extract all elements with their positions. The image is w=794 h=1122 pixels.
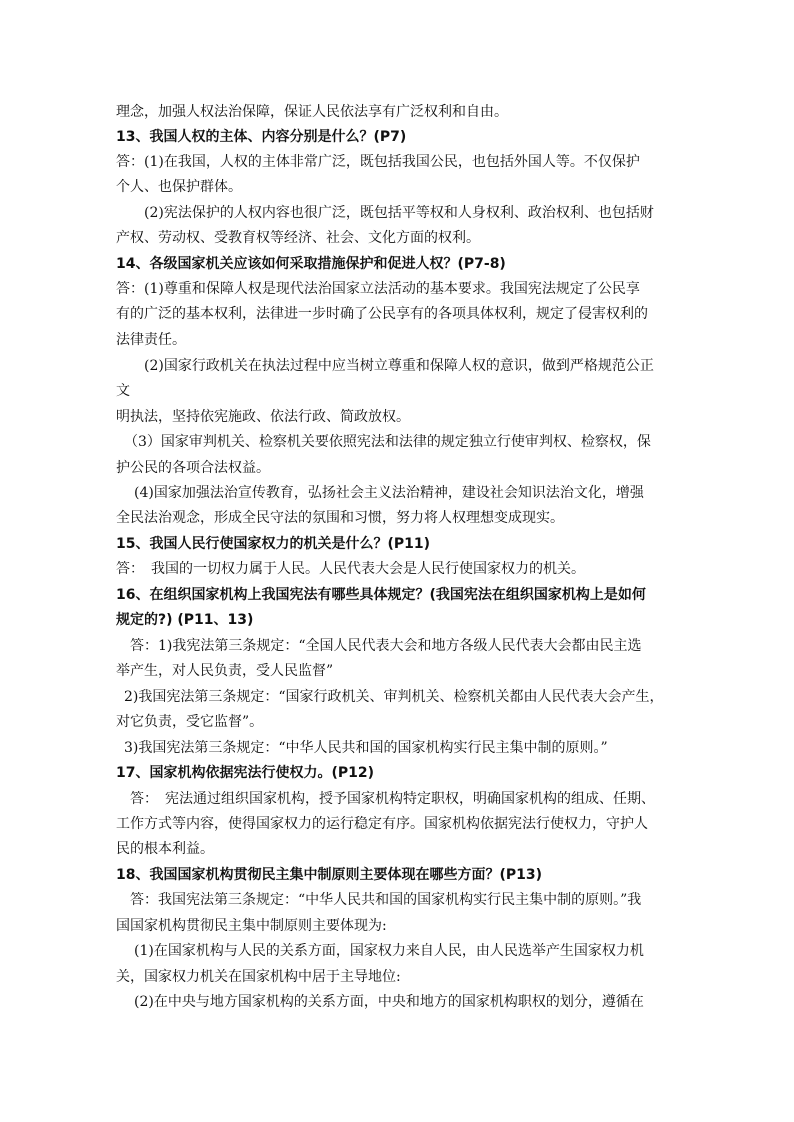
text-line: 个人、也保护群体。 [116, 179, 242, 195]
text-line: 工作方式等内容，使得国家权力的运行稳定有序。国家机构依据宪法行使权力，守护人 [116, 816, 648, 832]
question-heading: 18、我国国家机构贯彻民主集中制原则主要体现在哪些方面？(P13) [116, 867, 543, 883]
text-line: 答：(1)在我国，人权的主体非常广泛，既包括我国公民，也包括外国人等。不仅保护 [116, 154, 640, 170]
text-line: 答：1)我宪法第三条规定：“全国人民代表大会和地方各级人民代表大会都由民主选 [130, 638, 642, 654]
question-heading: 17、国家机构依据宪法行使权力。(P12) [116, 765, 375, 781]
text-line: (2)国家行政机关在执法过程中应当树立尊重和保障人权的意识，做到严格规范公正 [144, 358, 654, 374]
text-line: 2)我国宪法第三条规定：“国家行政机关、审判机关、检察机关都由人民代表大会产生， [124, 689, 664, 705]
text-line: （3）国家审判机关、检察机关要依照宪法和法律的规定独立行使审判权、检察权，保 [124, 434, 651, 450]
text-line: 举产生，对人民负责，受人民监督” [116, 663, 334, 679]
text-line: 答： 宪法通过组织国家机构，授予国家机构特定职权，明确国家机构的组成、任期、 [130, 791, 655, 807]
text-line: 法律责任。 [116, 332, 186, 348]
question-heading: 16、在组织国家机构上我国宪法有哪些具体规定？(我国宪法在组织国家机构上是如何 [116, 587, 646, 603]
text-line: 明执法，坚持依宪施政、依法行政、简政放权。 [116, 409, 410, 425]
text-line: 3)我国宪法第三条规定：“中华人民共和国的国家机构实行民主集中制的原则。” [124, 740, 608, 756]
text-line: 关，国家权力机关在国家机构中居于主导地位: [116, 969, 401, 985]
text-line: (4)国家加强法治宣传教育，弘扬社会主义法治精神，建设社会知识法治文化，增强 [134, 485, 644, 501]
text-line: 答：我国宪法第三条规定：“中华人民共和国的国家机构实行民主集中制的原则。”我 [130, 892, 642, 908]
question-heading: 13、我国人权的主体、内容分别是什么？(P7) [116, 129, 407, 145]
text-line: 答：(1)尊重和保障人权是现代法治国家立法活动的基本要求。我国宪法规定了公民享 [116, 281, 640, 297]
text-line: 理念，加强人权法治保障，保证人民依法享有广泛权利和自由。 [116, 104, 508, 120]
text-line: (2)宪法保护的人权内容也很广泛，既包括平等权和人身权利、政治权利、也包括财 [144, 205, 654, 221]
text-line: 全民法治观念，形成全民守法的氛围和习惯，努力将人权理想变成现实。 [116, 510, 564, 526]
text-line: (1)在国家机构与人民的关系方面，国家权力来自人民，由人民选举产生国家权力机 [134, 943, 644, 959]
question-heading: 14、各级国家机关应该如何采取措施保护和促进人权？(P7-8) [116, 256, 506, 272]
question-heading: 规定的?) (P11、13) [116, 612, 254, 628]
text-line: 答： 我国的一切权力属于人民。人民代表大会是人民行使国家权力的机关。 [116, 561, 585, 577]
question-heading: 15、我国人民行使国家权力的机关是什么？(P11) [116, 536, 431, 552]
text-line: 文 [116, 383, 130, 399]
text-line: (2)在中央与地方国家机构的关系方面，中央和地方的国家机构职权的划分，遵循在 [134, 994, 644, 1010]
text-line: 有的广泛的基本权利，法律进一步时确了公民享有的各项具体权利，规定了侵害权利的 [116, 306, 648, 322]
text-line: 产权、劳动权、受教育权等经济、社会、文化方面的权利。 [116, 230, 480, 246]
text-line: 护公民的各项合法权益。 [116, 460, 270, 476]
text-line: 对它负责，受它监督”。 [116, 714, 264, 730]
text-line: 国国家机构贯彻民主集中制原则主要体现为: [116, 918, 387, 934]
text-line: 民的根本利益。 [116, 841, 214, 857]
